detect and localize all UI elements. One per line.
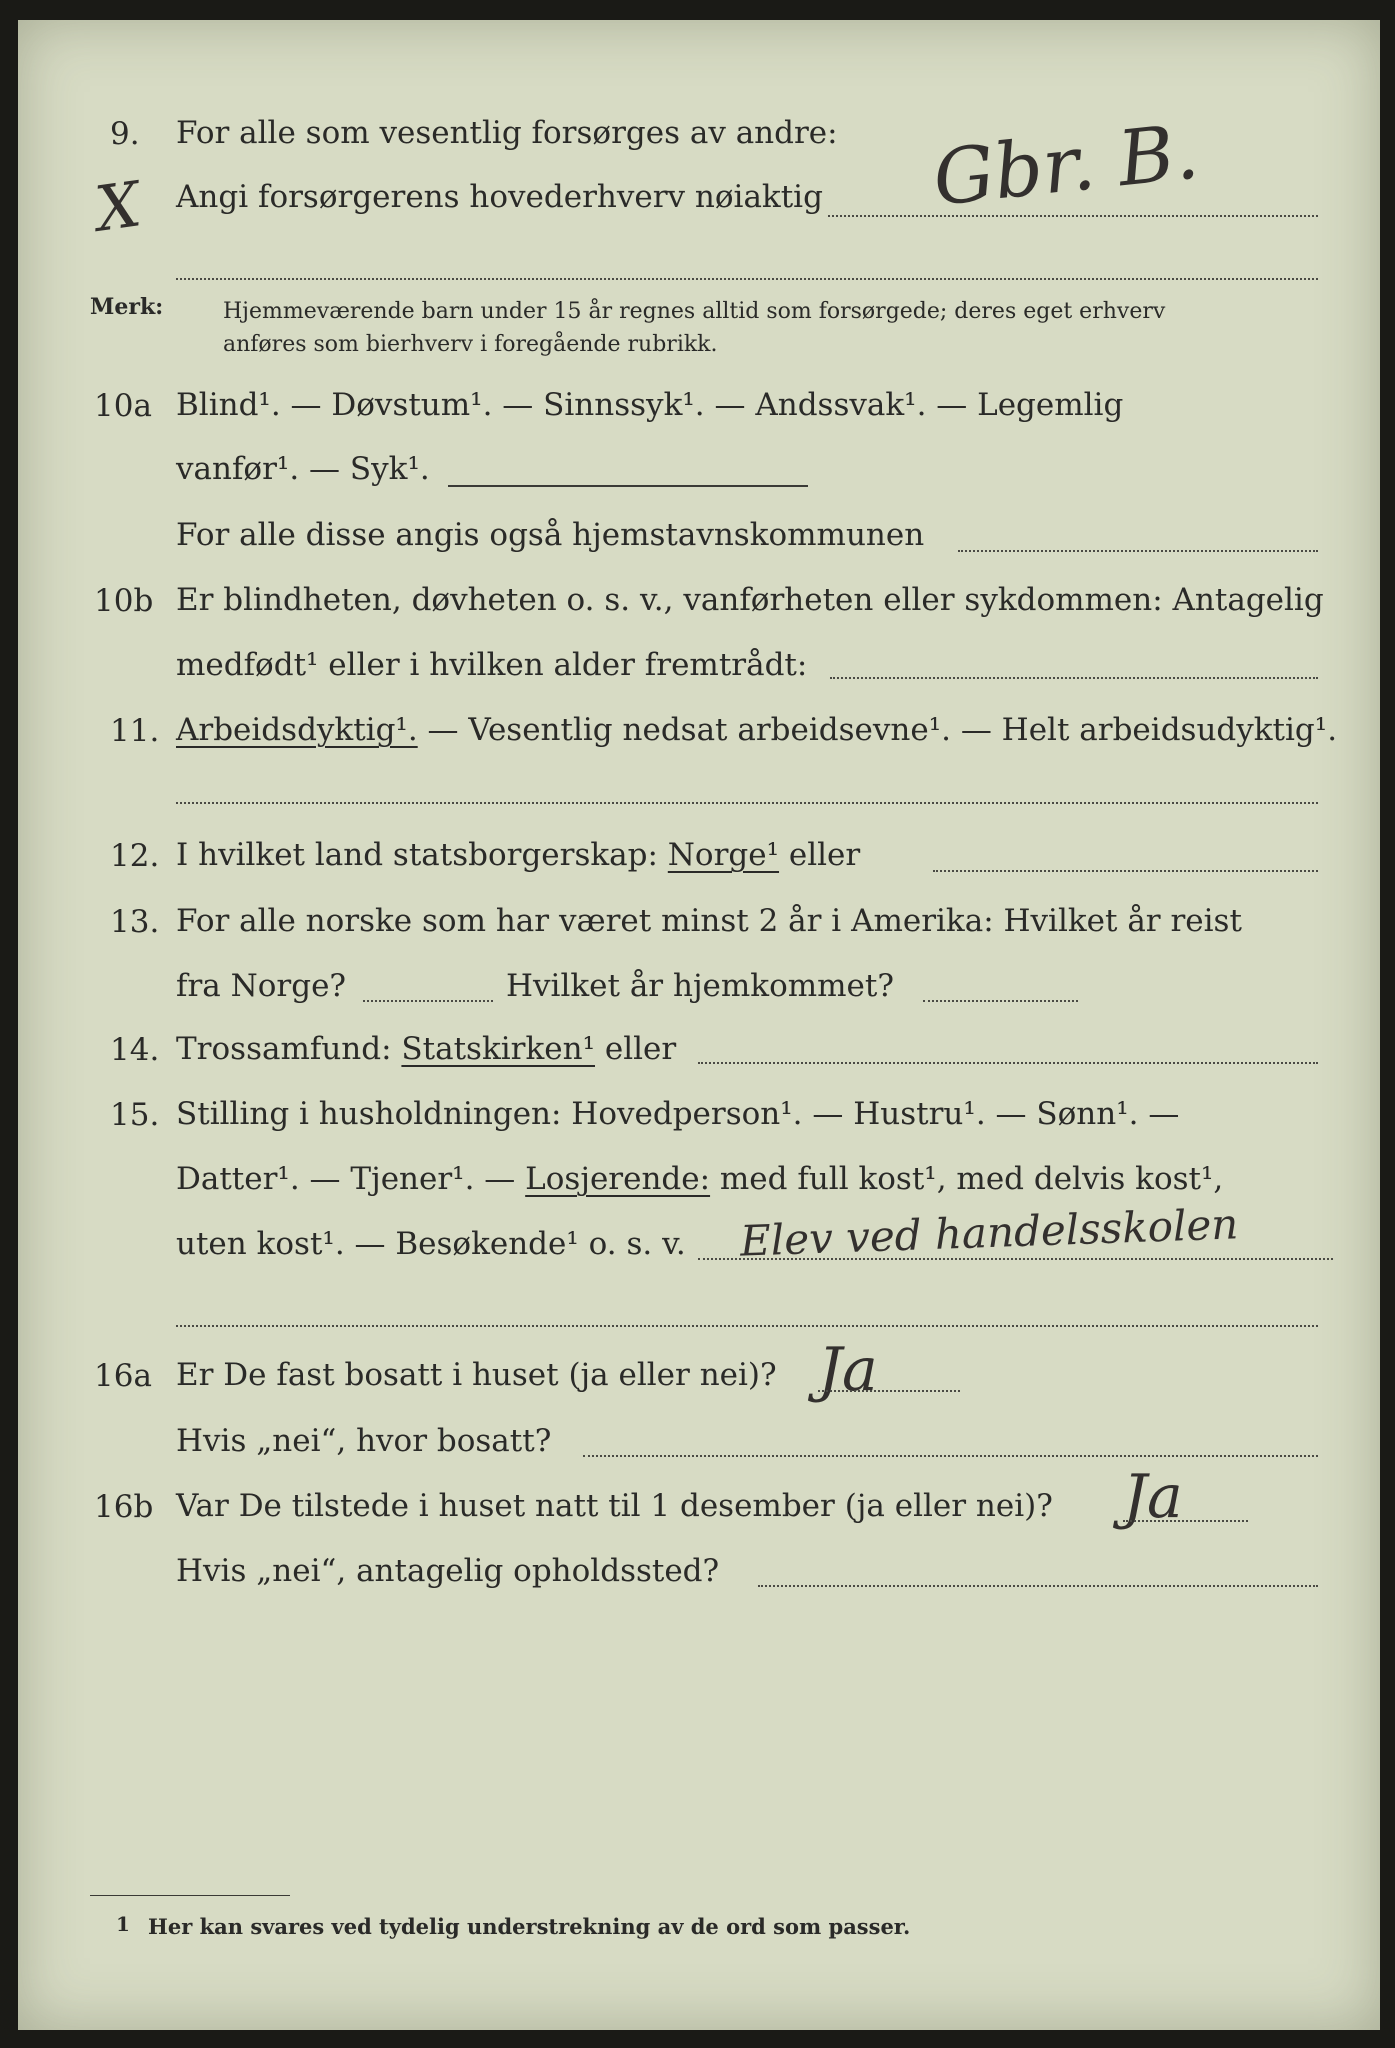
q16b-number: 16b bbox=[94, 1489, 154, 1525]
q16a-line2: Hvis „nei“, hvor bosatt? bbox=[176, 1423, 552, 1459]
q10a-number: 10a bbox=[94, 388, 152, 424]
q9-answer-line bbox=[828, 215, 1318, 217]
q15-line2-part3: med full kost¹, med delvis kost¹, bbox=[710, 1161, 1224, 1197]
q10b-number: 10b bbox=[94, 583, 154, 619]
q11-other-options: — Vesentlig nedsat arbeidsevne¹. — Helt arbeidsudyktig¹. bbox=[417, 712, 1338, 748]
q10a-sick-line bbox=[448, 485, 808, 487]
q11-number: 11. bbox=[110, 713, 160, 749]
q9-number: 9. bbox=[110, 116, 140, 152]
q10b-line2: medfødt¹ eller i hvilken alder fremtrådt: bbox=[176, 647, 808, 683]
footnote-text: Her kan svares ved tydelig understrekning av de ord som passer. bbox=[148, 1914, 911, 1939]
q12-line bbox=[176, 838, 860, 872]
q14-line bbox=[176, 1032, 676, 1066]
q13-left-answer-line bbox=[363, 1000, 493, 1002]
q11-line bbox=[176, 713, 1337, 747]
q9-handwritten-answer: Gbr. B. bbox=[929, 106, 1203, 223]
q13-number: 13. bbox=[110, 904, 160, 940]
q13-right-answer-line bbox=[923, 1000, 1078, 1002]
q14-answer-line bbox=[698, 1062, 1318, 1064]
q14-question: Trossamfund: bbox=[176, 1031, 392, 1067]
merk-line2: anføres som bierhverv i foregående rubrikk. bbox=[223, 332, 718, 357]
q14-selected-option: Statskirken¹ bbox=[401, 1031, 595, 1067]
q16a-answer-line bbox=[818, 1390, 960, 1392]
merk-line1: Hjemmeværende barn under 15 år regnes alltid som forsørgede; deres eget erhverv bbox=[223, 299, 1166, 324]
footnote-rule bbox=[90, 1895, 290, 1896]
q13-line1: For alle norske som har været minst 2 år i Amerika: Hvilket år reist bbox=[176, 903, 1242, 939]
q9-line2: Angi forsørgerens hovederhverv nøiaktig bbox=[176, 179, 823, 215]
q14-tail: eller bbox=[595, 1031, 677, 1067]
q12-answer-line bbox=[933, 870, 1318, 872]
q15-number: 15. bbox=[110, 1097, 160, 1133]
footnote-mark: 1 bbox=[116, 1912, 130, 1936]
census-form-page bbox=[18, 20, 1380, 2030]
q15-handwritten-answer: Elev ved handelsskolen bbox=[739, 1199, 1240, 1266]
q16a-handwritten-answer: Ja bbox=[818, 1335, 878, 1405]
q12-number: 12. bbox=[110, 838, 160, 874]
q12-selected-option: Norge¹ bbox=[667, 837, 780, 873]
q16a-line1: Er De fast bosatt i huset (ja eller nei)? bbox=[176, 1357, 777, 1393]
q9-extra-line bbox=[176, 278, 1318, 280]
q10a-line3: For alle disse angis også hjemstavnskommunen bbox=[176, 517, 925, 553]
q15-line2-part1: Datter¹. — Tjener¹. — bbox=[176, 1161, 526, 1197]
q15-line1: Stilling i husholdningen: Hovedperson¹. — Hustru¹. — Sønn¹. — bbox=[176, 1096, 1180, 1132]
q15-line2 bbox=[176, 1162, 1223, 1196]
q9-line1: For alle som vesentlig forsørges av andre: bbox=[176, 115, 838, 151]
q16a-location-line bbox=[583, 1455, 1318, 1457]
q12-question: I hvilket land statsborgerskap: bbox=[176, 837, 658, 873]
q10a-line2: vanfør¹. — Syk¹. bbox=[176, 451, 430, 487]
q10b-answer-line bbox=[830, 677, 1318, 679]
q11-selected-option: Arbeidsdyktig¹. bbox=[176, 712, 418, 748]
q14-number: 14. bbox=[110, 1032, 160, 1068]
q16b-handwritten-answer: Ja bbox=[1123, 1462, 1183, 1532]
q10b-line1: Er blindheten, døvheten o. s. v., vanførheten eller sykdommen: Antagelig bbox=[176, 582, 1324, 618]
q16b-location-line bbox=[758, 1585, 1318, 1587]
margin-cross-mark: X bbox=[91, 167, 146, 246]
q15-extra-line bbox=[176, 1325, 1318, 1327]
merk-label: Merk: bbox=[90, 294, 164, 320]
q15-selected-option: Losjerende: bbox=[525, 1161, 711, 1197]
q15-line3: uten kost¹. — Besøkende¹ o. s. v. bbox=[176, 1226, 686, 1262]
q11-extra-line bbox=[176, 802, 1318, 804]
q16b-answer-line bbox=[1123, 1520, 1248, 1522]
q10a-answer-line bbox=[958, 550, 1318, 552]
q13-line2a: fra Norge? bbox=[176, 968, 347, 1004]
q16a-number: 16a bbox=[94, 1358, 152, 1394]
q12-tail: eller bbox=[779, 837, 861, 873]
q13-line2b: Hvilket år hjemkommet? bbox=[506, 968, 894, 1004]
q16b-line1: Var De tilstede i huset natt til 1 desember (ja eller nei)? bbox=[176, 1488, 1053, 1524]
q16b-line2: Hvis „nei“, antagelig opholdssted? bbox=[176, 1553, 720, 1589]
q10a-line1: Blind¹. — Døvstum¹. — Sinnssyk¹. — Andssvak¹. — Legemlig bbox=[176, 387, 1124, 423]
